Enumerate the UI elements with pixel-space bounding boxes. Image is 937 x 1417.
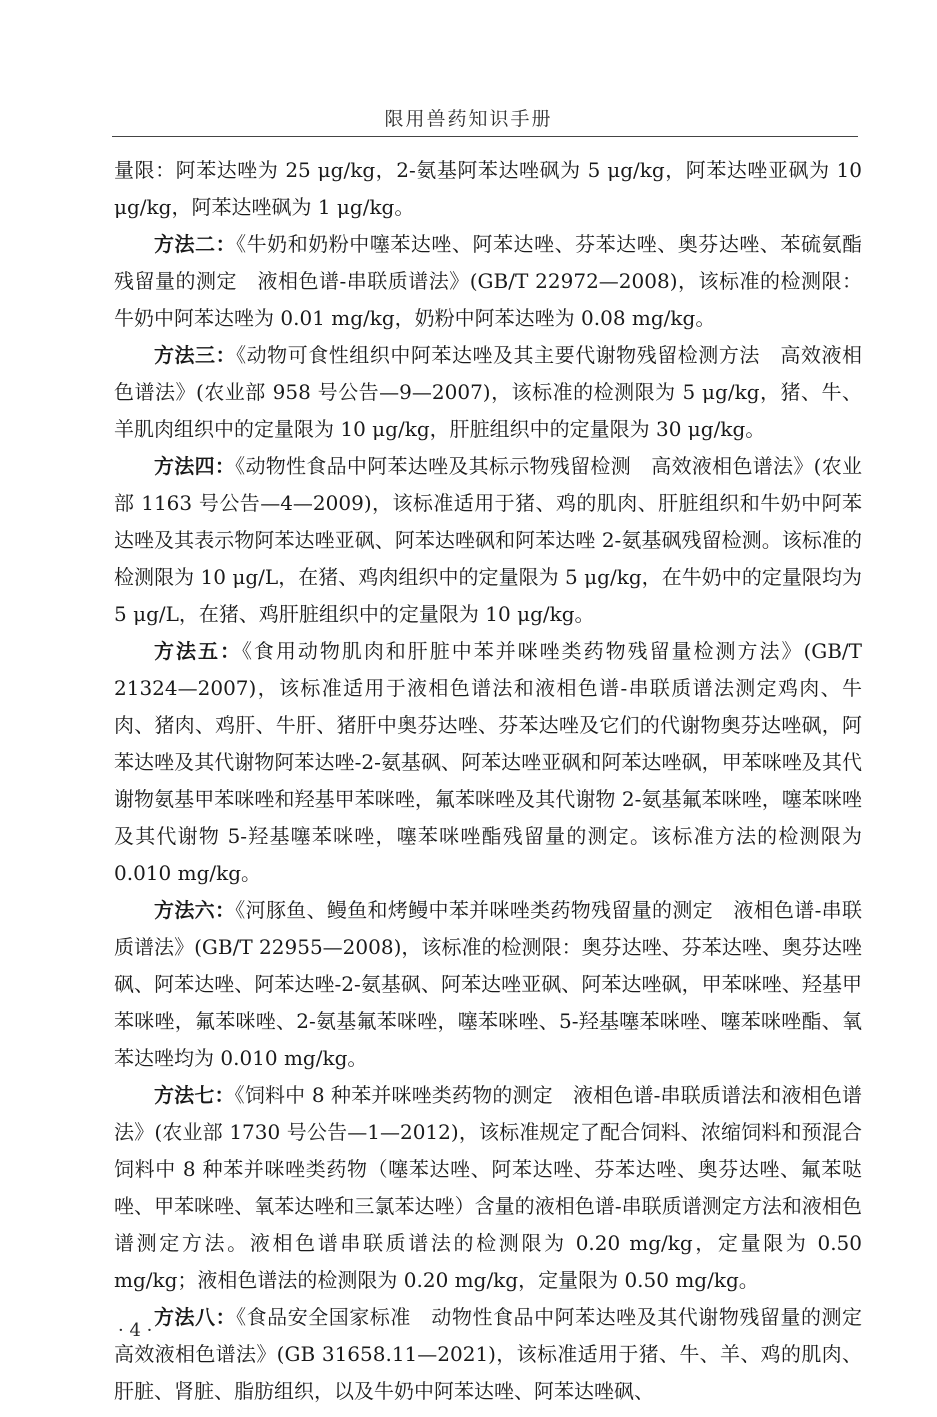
- method-text: 《食品安全国家标准 动物性食品中阿苯达唑及其代谢物残留量的测定 高效液相色谱法》(GB 31658.11—2021)，该标准适用于猪、牛、羊、鸡的肌肉、肝脏、肾脏、脂肪组织，以及牛奶中阿苯达唑、阿苯达唑砜、: [114, 1305, 883, 1403]
- method-label: 方法七：: [154, 1083, 235, 1107]
- method-paragraph: [114, 1077, 862, 1299]
- method-text: 《食用动物肌肉和肝脏中苯并咪唑类药物残留量检测方法》(GB/T 21324—2007)，该标准适用于液相色谱法和液相色谱-串联质谱法测定鸡肉、牛肉、猪肉、鸡肝、牛肝、猪肝中奥芬达唑、芬苯达唑及它们的代谢物奥芬达唑砜，阿苯达唑及其代谢物阿苯达唑-2-氨基砜、阿苯达唑亚砜和阿苯达唑砜，甲苯咪唑及其代谢物氨基甲苯咪唑和羟基甲苯咪唑，氟苯咪唑及其代谢物 2-氨基氟苯咪唑，噻苯咪唑及其代谢物 5-羟基噻苯咪唑，噻苯咪唑酯残留量的测定。该标准方法的检测限为 0.010 mg/kg。: [114, 639, 863, 885]
- method-label: 方法五：: [154, 639, 242, 663]
- method-paragraph: [114, 633, 862, 892]
- method-text: 《饲料中 8 种苯并咪唑类药物的测定 液相色谱-串联质谱法和液相色谱法》(农业部 1730 号公告—1—2012)，该标准规定了配合饲料、浓缩饲料和预混合饲料中 8 种苯并咪唑类药物（噻苯达唑、阿苯达唑、芬苯达唑、奥芬达唑、氟苯哒唑、甲苯咪唑、氧苯达唑和三氯苯达唑）含量的液相色谱-串联质谱测定方法和液相色谱测定方法。液相色谱串联质谱法的检测限为 0.20 mg/kg，定量限为 0.50 mg/kg；液相色谱法的检测限为 0.20 mg/kg，定量限为 0.50 mg/kg。: [114, 1083, 863, 1292]
- method-text: 《动物可食性组织中阿苯达唑及其主要代谢物残留检测方法 高效液相色谱法》(农业部 958 号公告—9—2007)，该标准的检测限为 5 μg/kg，猪、牛、羊肌肉组织中的定量限为 10 μg/kg，肝脏组织中的定量限为 30 μg/kg。: [114, 343, 863, 441]
- running-header: 限用兽药知识手册: [384, 108, 553, 130]
- method-text: 《动物性食品中阿苯达唑及其标示物残留检测 高效液相色谱法》(农业部 1163 号公告—4—2009)，该标准适用于猪、鸡的肌肉、肝脏组织和牛奶中阿苯达唑及其表示物阿苯达唑亚砜、阿苯达唑砜和阿苯达唑 2-氨基砜残留检测。该标准的检测限为 10 μg/L，在猪、鸡肉组织中的定量限为 5 μg/kg，在牛奶中的定量限均为 5 μg/L，在猪、鸡肝脏组织中的定量限为 10 μg/kg。: [114, 454, 862, 626]
- method-label: 方法三：: [154, 343, 237, 367]
- page-number: · 4 ·: [118, 1320, 153, 1341]
- method-label: 方法四：: [154, 454, 236, 478]
- header-rule: [112, 136, 858, 137]
- method-text: 《河豚鱼、鳗鱼和烤鳗中苯并咪唑类药物残留量的测定 液相色谱-串联质谱法》(GB/T 22955—2008)，该标准的检测限：奥芬达唑、芬苯达唑、奥芬达唑砜、阿苯达唑、阿苯达唑-2-氨基砜、阿苯达唑亚砜、阿苯达唑砜，甲苯咪唑、羟基甲苯咪唑，氟苯咪唑、2-氨基氟苯咪唑，噻苯咪唑、5-羟基噻苯咪唑、噻苯咪唑酯、氧苯达唑均为 0.010 mg/kg。: [114, 898, 863, 1070]
- method-text: 《牛奶和奶粉中噻苯达唑、阿苯达唑、芬苯达唑、奥芬达唑、苯硫氨酯残留量的测定 液相色谱-串联质谱法》(GB/T 22972—2008)，该标准的检测限：牛奶中阿苯达唑为 0.01 mg/kg，奶粉中阿苯达唑为 0.08 mg/kg。: [114, 232, 863, 330]
- method-paragraph: [114, 892, 862, 1077]
- method-label: 方法八：: [154, 1305, 237, 1329]
- intro-paragraph: 量限：阿苯达唑为 25 μg/kg，2-氨基阿苯达唑砜为 5 μg/kg，阿苯达唑亚砜为 10 μg/kg，阿苯达唑砜为 1 μg/kg。: [114, 158, 862, 219]
- method-label: 方法六：: [154, 898, 236, 922]
- method-paragraph: [114, 337, 862, 448]
- method-paragraph: [114, 226, 862, 337]
- body-text: [114, 152, 883, 1410]
- method-paragraph: [114, 1299, 883, 1410]
- method-paragraph: [114, 448, 862, 633]
- method-label: 方法二：: [154, 232, 237, 256]
